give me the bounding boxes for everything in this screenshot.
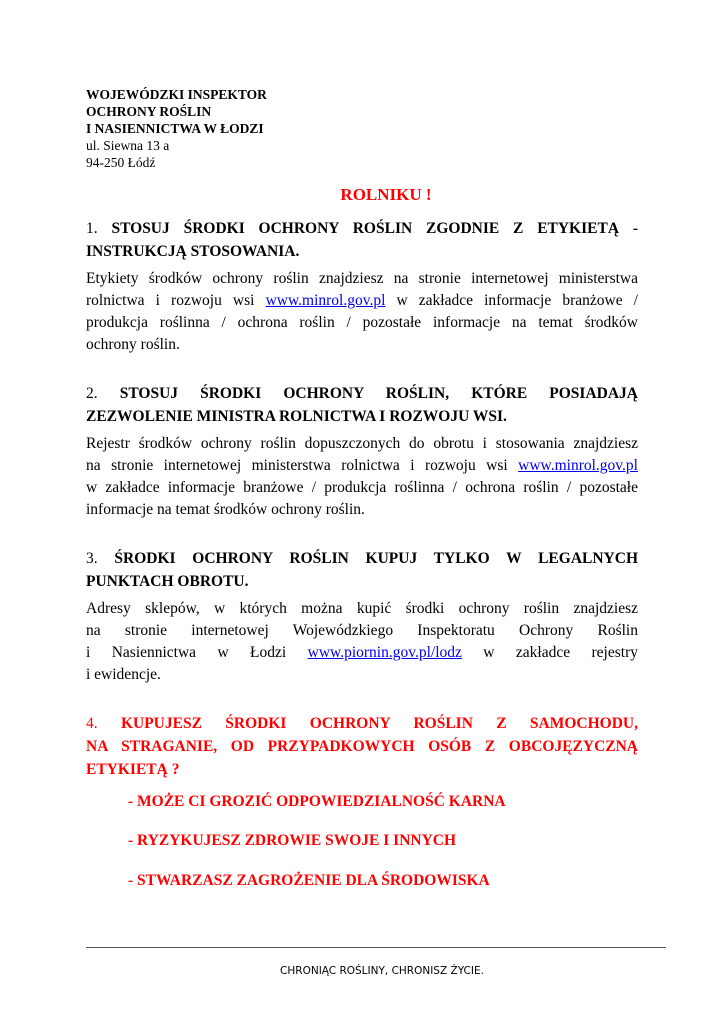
- para-text: w zakładce informacje branżowe /: [385, 292, 638, 309]
- heading-line: KUPUJESZ ŚRODKI OCHRONY ROŚLIN Z SAMOCHODU,: [120, 715, 638, 732]
- issuer-header: [86, 86, 267, 171]
- address-line: 94-250 Łódź: [86, 155, 156, 170]
- warning-item: - MOŻE CI GROZIĆ ODPOWIEDZIALNOŚĆ KARNA: [128, 793, 506, 810]
- section-3-paragraph: [86, 598, 638, 686]
- warning-item: - RYZYKUJESZ ZDROWIE SWOJE I INNYCH: [128, 832, 457, 849]
- page-title: ROLNIKU !: [340, 185, 432, 204]
- org-line: I NASIENNICTWA W ŁODZI: [86, 121, 264, 136]
- section-number: 3.: [86, 550, 98, 567]
- section-1-paragraph: [86, 268, 638, 356]
- warning-item: - STWARZASZ ZAGROŻENIE DLA ŚRODOWISKA: [128, 872, 490, 889]
- section-3-heading: [86, 547, 638, 593]
- para-line: w zakładce informacje branżowe / produkcja roślinna / ochrona roślin / pozostałe: [86, 479, 638, 496]
- para-line: Etykiety środków ochrony roślin znajdziesz na stronie internetowej ministerstwa: [86, 270, 638, 287]
- piornin-link[interactable]: www.piornin.gov.pl/lodz: [307, 644, 462, 661]
- heading-line: ZEZWOLENIE MINISTRA ROLNICTWA I ROZWOJU WSI.: [86, 408, 507, 425]
- para-text: rolnictwa i rozwoju wsi: [86, 292, 266, 309]
- org-line: WOJEWÓDZKI INSPEKTOR: [86, 87, 267, 102]
- para-line: Rejestr środków ochrony roślin dopuszczonych do obrotu i stosowania znajdziesz: [86, 435, 638, 452]
- heading-line: STOSUJ ŚRODKI OCHRONY ROŚLIN, KTÓRE POSIADAJĄ: [119, 385, 638, 402]
- para-text: w zakładce rejestry: [461, 644, 638, 661]
- section-4-heading: [86, 712, 638, 781]
- para-text: na stronie internetowej ministerstwa rolnictwa i rozwoju wsi: [86, 457, 519, 474]
- para-line: informacje na temat środków ochrony roślin.: [86, 501, 365, 518]
- heading-line: ŚRODKI OCHRONY ROŚLIN KUPUJ TYLKO W LEGALNYCH: [114, 550, 638, 567]
- heading-line: INSTRUKCJĄ STOSOWANIA.: [86, 243, 300, 260]
- para-line: na stronie internetowej Wojewódzkiego Inspektoratu Ochrony Roślin: [86, 622, 638, 639]
- para-text: i Nasiennictwa w Łodzi: [86, 644, 308, 661]
- para-line: i ewidencje.: [86, 666, 161, 683]
- para-line: produkcja roślinna / ochrona roślin / pozostałe informacje na temat środków: [86, 314, 638, 331]
- para-line: Adresy sklepów, w których można kupić środki ochrony roślin znajdziesz: [86, 600, 638, 617]
- heading-line: STOSUJ ŚRODKI OCHRONY ROŚLIN ZGODNIE Z ETYKIETĄ -: [111, 220, 639, 237]
- section-number: 4.: [86, 715, 98, 732]
- heading-line: NA STRAGANIE, OD PRZYPADKOWYCH OSÓB Z OBCOJĘZYCZNĄ: [86, 738, 638, 755]
- footer-slogan: CHRONIĄC ROŚLINY, CHRONISZ ŻYCIE.: [280, 965, 484, 977]
- footer-divider: [86, 947, 666, 948]
- section-2-heading: [86, 382, 638, 428]
- para-line: ochrony roślin.: [86, 336, 180, 353]
- section-number: 2.: [86, 385, 98, 402]
- heading-line: PUNKTACH OBROTU.: [86, 573, 249, 590]
- section-2-paragraph: [86, 433, 638, 521]
- minrol-link[interactable]: www.minrol.gov.pl: [265, 292, 386, 309]
- section-number: 1.: [86, 220, 98, 237]
- address-line: ul. Siewna 13 a: [86, 138, 170, 153]
- minrol-link[interactable]: www.minrol.gov.pl: [518, 457, 638, 474]
- section-1-heading: [86, 217, 638, 263]
- heading-line: ETYKIETĄ ?: [86, 761, 180, 778]
- org-line: OCHRONY ROŚLIN: [86, 104, 212, 119]
